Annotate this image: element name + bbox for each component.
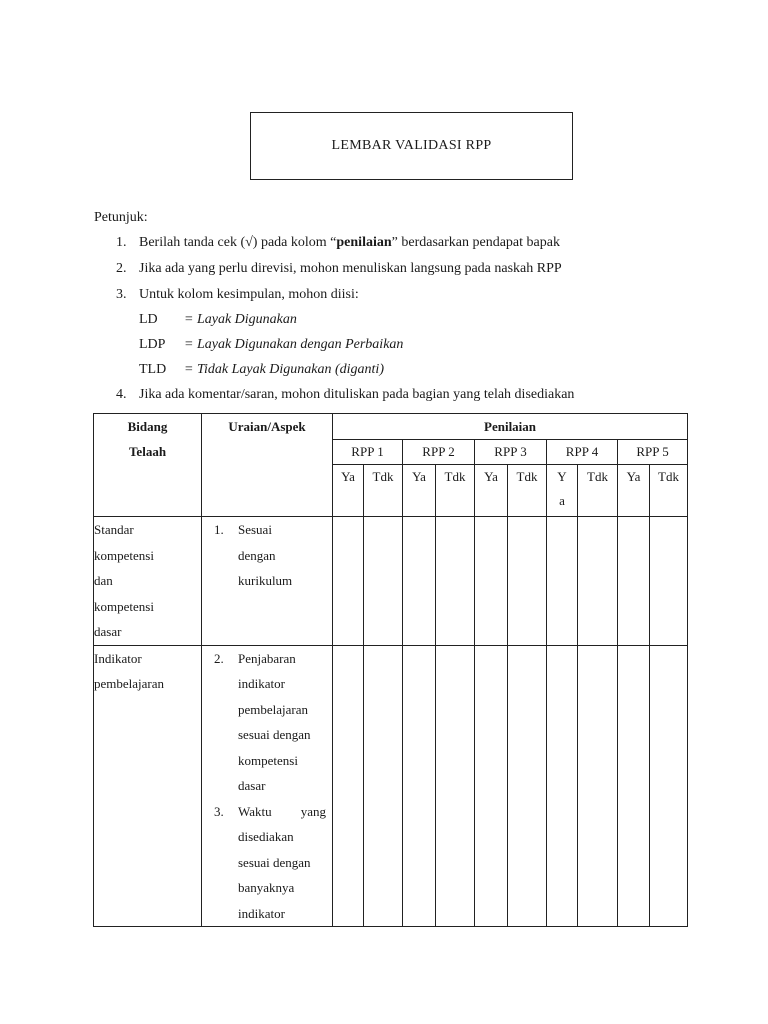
- score-cell[interactable]: [475, 645, 508, 927]
- header-ya: Ya: [618, 465, 650, 517]
- instruction-1: Berilah tanda cek (√) pada kolom “penilaian” berdasarkan pendapat bapak: [139, 235, 560, 250]
- score-cell[interactable]: [618, 645, 650, 927]
- header-tdk: Tdk: [436, 465, 475, 517]
- score-cell[interactable]: [650, 645, 688, 927]
- legend-desc: = Layak Digunakan: [184, 312, 297, 327]
- header-rpp-1: RPP 1: [333, 440, 403, 465]
- aspect-item: 2. Penjabaran indikator pembelajaran sesuai dengan kompetensi dasar: [214, 650, 311, 793]
- instruction-number: 3.: [116, 287, 127, 302]
- instruction-number: 4.: [116, 387, 127, 402]
- document-title: LEMBAR VALIDASI RPP: [331, 138, 492, 153]
- score-cell[interactable]: [364, 517, 403, 646]
- validation-table: [93, 413, 688, 927]
- score-cell[interactable]: [436, 517, 475, 646]
- header-rpp-3: RPP 3: [475, 440, 547, 465]
- score-cell[interactable]: [578, 517, 618, 646]
- document-title-box: [250, 112, 573, 180]
- aspect-item: 1. Sesuai dengan kurikulum: [214, 522, 293, 588]
- score-cell[interactable]: [436, 645, 475, 927]
- aspect-item: 3. Waktu yang disediakan sesuai dengan banyaknya indikator: [214, 803, 326, 921]
- header-ya: Ya: [475, 465, 508, 517]
- instruction-1-bold: penilaian: [336, 235, 392, 250]
- header-tdk: Tdk: [650, 465, 688, 517]
- bidang-cell: Indikator pembelajaran: [94, 645, 202, 927]
- instruction-4: Jika ada komentar/saran, mohon dituliskan pada bagian yang telah disediakan: [139, 387, 575, 402]
- score-cell[interactable]: [508, 517, 547, 646]
- header-uraian-aspek: Uraian/Aspek: [202, 414, 333, 517]
- legend-desc: = Tidak Layak Digunakan (diganti): [184, 362, 384, 377]
- score-cell[interactable]: [618, 517, 650, 646]
- header-tdk: Tdk: [508, 465, 547, 517]
- score-cell[interactable]: [403, 645, 436, 927]
- score-cell[interactable]: [333, 517, 364, 646]
- table-row: [94, 517, 688, 646]
- instruction-number: 2.: [116, 261, 127, 276]
- header-tdk: Tdk: [364, 465, 403, 517]
- header-rpp-4: RPP 4: [547, 440, 618, 465]
- score-cell[interactable]: [547, 517, 578, 646]
- table-row: [94, 645, 688, 927]
- header-bidang-telaah: Bidang Telaah: [94, 414, 202, 517]
- legend-desc: = Layak Digunakan dengan Perbaikan: [184, 337, 404, 352]
- header-ya: Ya: [333, 465, 364, 517]
- header-ya-split: Y a: [547, 465, 578, 517]
- score-cell[interactable]: [650, 517, 688, 646]
- instruction-number: 1.: [116, 235, 127, 250]
- instruction-3: Untuk kolom kesimpulan, mohon diisi:: [139, 287, 359, 302]
- score-cell[interactable]: [508, 645, 547, 927]
- header-penilaian: Penilaian: [333, 414, 688, 440]
- header-ya: Ya: [403, 465, 436, 517]
- instruction-2: Jika ada yang perlu direvisi, mohon menuliskan langsung pada naskah RPP: [139, 261, 562, 276]
- header-rpp-2: RPP 2: [403, 440, 475, 465]
- score-cell[interactable]: [578, 645, 618, 927]
- score-cell[interactable]: [475, 517, 508, 646]
- legend-code: LDP: [139, 337, 166, 352]
- bidang-cell: Standar kompetensi dan kompetensi dasar: [94, 517, 202, 646]
- legend-code: TLD: [139, 362, 167, 377]
- aspect-cell: [202, 517, 333, 646]
- score-cell[interactable]: [364, 645, 403, 927]
- legend-code: LD: [139, 312, 158, 327]
- score-cell[interactable]: [403, 517, 436, 646]
- header-rpp-5: RPP 5: [618, 440, 688, 465]
- petunjuk-label: Petunjuk:: [94, 210, 148, 225]
- score-cell[interactable]: [547, 645, 578, 927]
- header-tdk: Tdk: [578, 465, 618, 517]
- aspect-cell: [202, 645, 333, 927]
- score-cell[interactable]: [333, 645, 364, 927]
